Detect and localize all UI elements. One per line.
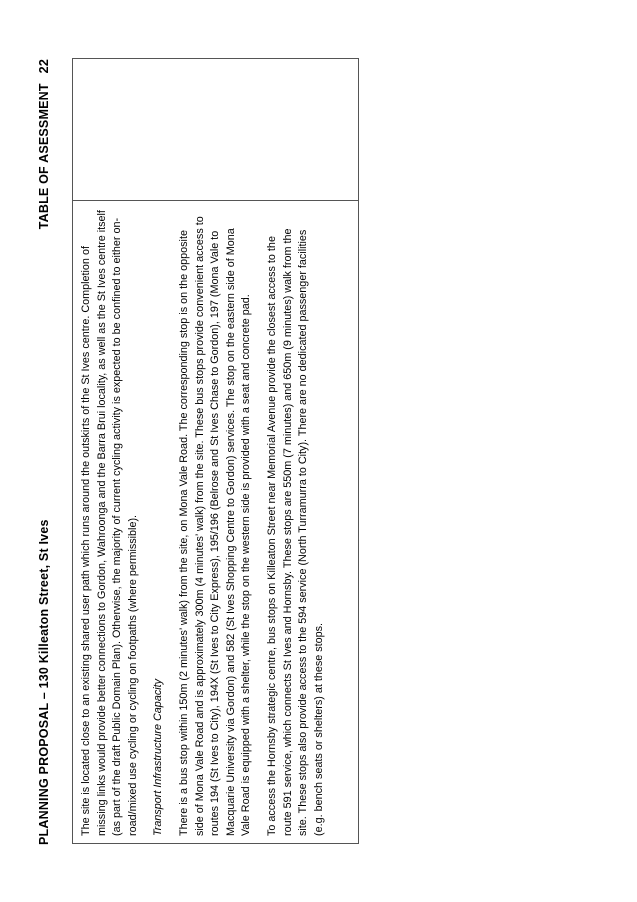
assessment-table [72, 58, 359, 844]
paragraph-cycling: The site is located close to an existing shared user path which runs around the outskirts of the St Ives centre. Completion of missing links would provide better connections to Gordon, Wahroonga and the Barra Brui locality, as well as the St Ives centre itself (as part of the draft Public Domain Plan). Otherwise, the majority of current cycling activity is expected to be confined to either on-road/mixed use cycling or cycling on footpaths (where permissible). [80, 210, 139, 836]
subheading-transport-capacity: Transport Infrastructure Capacity [152, 678, 165, 836]
paragraph-hornsby-access: To access the Hornsby strategic centre, bus stops on Killeaton Street near Memorial Avenue provide the closest access to the route 591 service, which connects St Ives and Hornsby. These stops are 550m (7 minutes) and 650m (9 minutes) walk from the site. These stops also provide access to the 594 service (North Turramurra to City). There are no dedicated passenger facilities (e.g. bench seats or shelters) at these stops. [265, 228, 325, 836]
section-title: TABLE OF ASESSMENT [37, 83, 51, 230]
assessment-comment-cell [73, 59, 358, 200]
assessment-text-cell [73, 200, 358, 843]
section-header [37, 59, 51, 229]
paragraph-bus-stops: There is a bus stop within 150m (2 minutes’ walk) from the site, on Mona Vale Road. The corresponding stop is on the opposite side of Mona Vale Road and is approximately 300m (4 minutes’ walk) from the site. These bus stops provide convenient access to routes 194 (St Ives to City), 194X (St Ives to City Express), 195/196 (Belrose and St Ives Chase to Gordon), 197 (Mona Vale to Macquarie University via Gordon) and 582 (St Ives Shopping Centre to Gordon) services. The stop on the eastern side of Mona Vale Road is equipped with a shelter, while the stop on the western side is provided with a seat and concrete pad. [177, 216, 253, 836]
page-number: 22 [37, 59, 51, 74]
document-title: PLANNING PROPOSAL – 130 Killeaton Street, St Ives [37, 519, 51, 845]
